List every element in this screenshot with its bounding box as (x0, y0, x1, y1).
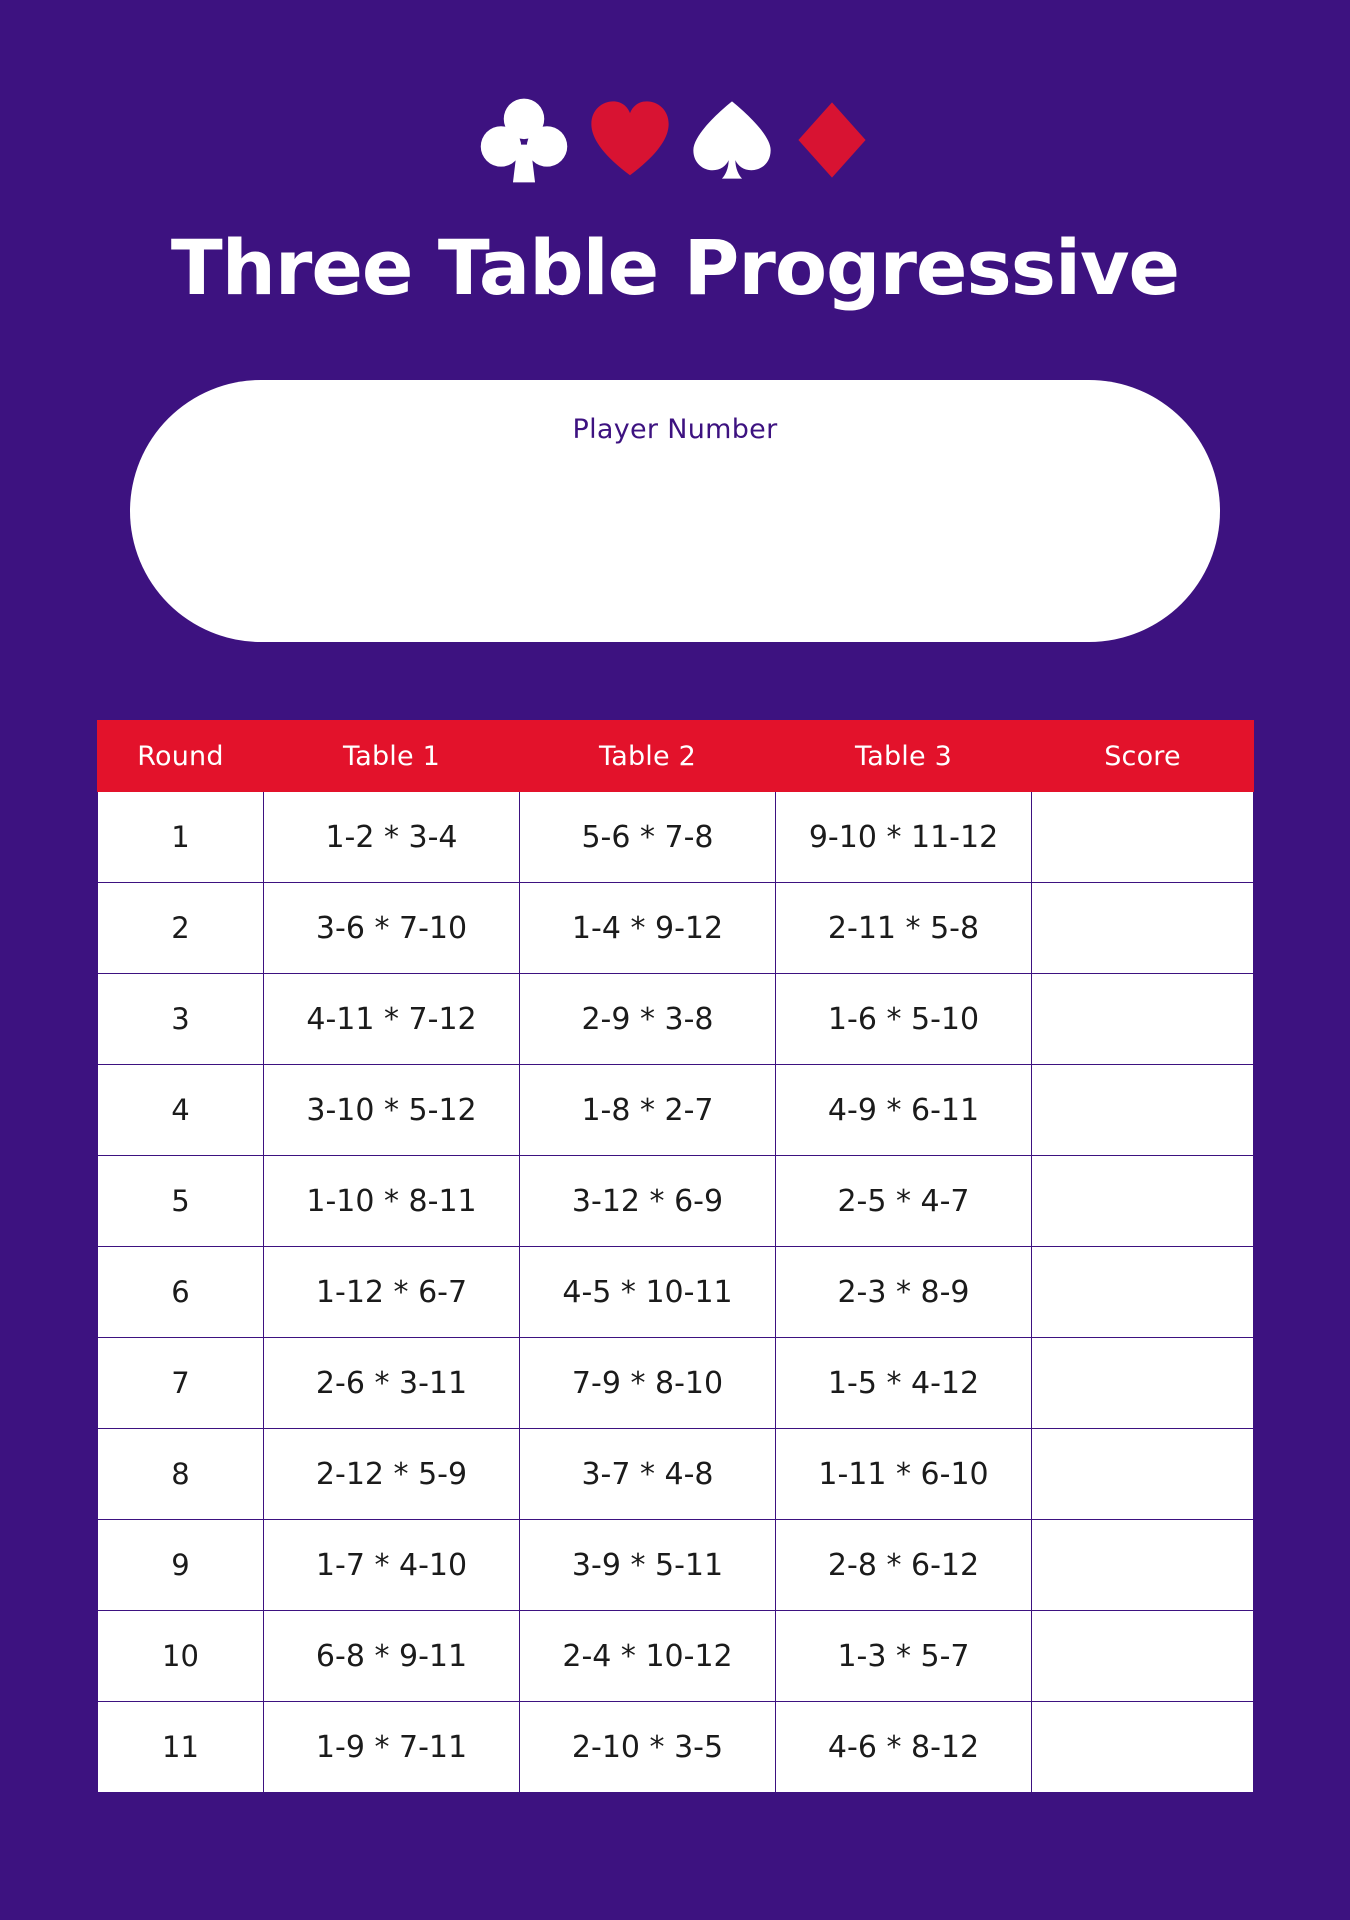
score-cell[interactable] (1032, 974, 1254, 1065)
column-header-score: Score (1032, 721, 1254, 792)
score-cell[interactable] (1032, 883, 1254, 974)
round-cell: 9 (98, 1520, 264, 1611)
table-3-cell: 4-9 * 6-11 (776, 1065, 1032, 1156)
column-header-round: Round (98, 721, 264, 792)
table-1-cell: 6-8 * 9-11 (264, 1611, 520, 1702)
table-3-cell: 1-5 * 4-12 (776, 1338, 1032, 1429)
round-cell: 7 (98, 1338, 264, 1429)
table-header-row (98, 721, 1254, 792)
column-header-table-1: Table 1 (264, 721, 520, 792)
table-1-cell: 1-10 * 8-11 (264, 1156, 520, 1247)
suit-icon-row (0, 0, 1350, 188)
round-cell: 5 (98, 1156, 264, 1247)
score-cell[interactable] (1032, 1520, 1254, 1611)
table-2-cell: 3-12 * 6-9 (520, 1156, 776, 1247)
round-cell: 11 (98, 1702, 264, 1793)
player-number-value[interactable] (130, 475, 1220, 521)
table-row (98, 1065, 1254, 1156)
table-row (98, 1156, 1254, 1247)
table-1-cell: 4-11 * 7-12 (264, 974, 520, 1065)
score-cell[interactable] (1032, 1429, 1254, 1520)
table-3-cell: 2-8 * 6-12 (776, 1520, 1032, 1611)
table-2-cell: 2-4 * 10-12 (520, 1611, 776, 1702)
player-number-label: Player Number (572, 414, 778, 445)
table-3-cell: 2-5 * 4-7 (776, 1156, 1032, 1247)
schedule-table-wrapper (97, 720, 1253, 1793)
score-cell[interactable] (1032, 1156, 1254, 1247)
table-3-cell: 9-10 * 11-12 (776, 792, 1032, 883)
round-cell: 8 (98, 1429, 264, 1520)
table-1-cell: 1-12 * 6-7 (264, 1247, 520, 1338)
table-2-cell: 2-9 * 3-8 (520, 974, 776, 1065)
table-1-cell: 2-12 * 5-9 (264, 1429, 520, 1520)
round-cell: 3 (98, 974, 264, 1065)
column-header-table-2: Table 2 (520, 721, 776, 792)
table-2-cell: 1-4 * 9-12 (520, 883, 776, 974)
table-1-cell: 2-6 * 3-11 (264, 1338, 520, 1429)
score-cell[interactable] (1032, 1338, 1254, 1429)
table-3-cell: 4-6 * 8-12 (776, 1702, 1032, 1793)
table-2-cell: 4-5 * 10-11 (520, 1247, 776, 1338)
table-row (98, 1702, 1254, 1793)
table-3-cell: 2-3 * 8-9 (776, 1247, 1032, 1338)
table-2-cell: 3-9 * 5-11 (520, 1520, 776, 1611)
table-2-cell: 7-9 * 8-10 (520, 1338, 776, 1429)
table-2-cell: 3-7 * 4-8 (520, 1429, 776, 1520)
table-row (98, 1247, 1254, 1338)
table-row (98, 1338, 1254, 1429)
table-3-cell: 1-3 * 5-7 (776, 1611, 1032, 1702)
round-cell: 2 (98, 883, 264, 974)
table-3-cell: 2-11 * 5-8 (776, 883, 1032, 974)
diamond-suit-icon (792, 96, 872, 184)
player-number-field[interactable] (130, 380, 1220, 642)
heart-suit-icon (588, 98, 672, 182)
table-row (98, 1611, 1254, 1702)
round-cell: 6 (98, 1247, 264, 1338)
table-3-cell: 1-6 * 5-10 (776, 974, 1032, 1065)
table-2-cell: 1-8 * 2-7 (520, 1065, 776, 1156)
round-cell: 4 (98, 1065, 264, 1156)
table-row (98, 883, 1254, 974)
table-1-cell: 1-9 * 7-11 (264, 1702, 520, 1793)
table-2-cell: 2-10 * 3-5 (520, 1702, 776, 1793)
column-header-table-3: Table 3 (776, 721, 1032, 792)
table-row (98, 1520, 1254, 1611)
club-suit-icon (478, 94, 570, 186)
table-1-cell: 1-7 * 4-10 (264, 1520, 520, 1611)
table-3-cell: 1-11 * 6-10 (776, 1429, 1032, 1520)
score-cell[interactable] (1032, 1247, 1254, 1338)
table-1-cell: 3-10 * 5-12 (264, 1065, 520, 1156)
score-cell[interactable] (1032, 1065, 1254, 1156)
table-row (98, 974, 1254, 1065)
round-cell: 1 (98, 792, 264, 883)
round-cell: 10 (98, 1611, 264, 1702)
table-row (98, 792, 1254, 883)
table-1-cell: 1-2 * 3-4 (264, 792, 520, 883)
score-cell[interactable] (1032, 1611, 1254, 1702)
score-cell[interactable] (1032, 792, 1254, 883)
spade-suit-icon (690, 94, 774, 186)
table-2-cell: 5-6 * 7-8 (520, 792, 776, 883)
score-cell[interactable] (1032, 1702, 1254, 1793)
page-title: Three Table Progressive (170, 223, 1180, 312)
table-1-cell: 3-6 * 7-10 (264, 883, 520, 974)
table-row (98, 1429, 1254, 1520)
schedule-table (97, 720, 1254, 1793)
